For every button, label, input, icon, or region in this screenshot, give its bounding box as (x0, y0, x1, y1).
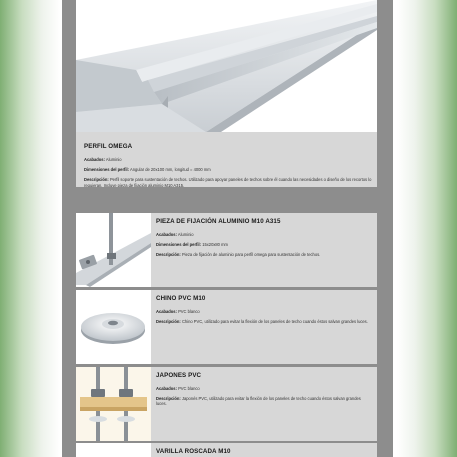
desc-value: Perfil soporte para sustentación de techos. Utilizado para apoyar paneles de techos sobre él cuando las necesidades o diseño de los recortos lo requieran. Incluye pieza de fijación aluminio M10 A315. (84, 177, 372, 187)
desc-line (84, 177, 374, 187)
dims-value: 15x20x80 mm (202, 242, 228, 248)
product-text (156, 295, 372, 329)
dims-line (84, 167, 374, 172)
product-text (156, 218, 372, 263)
finish-label: Acabados: (84, 157, 105, 162)
product-card-chino-pvc (76, 290, 377, 364)
desc-label: Descripción: (156, 396, 181, 402)
omega-profile-icon (76, 0, 377, 132)
desc-line (156, 319, 372, 324)
pvc-japones-icon (76, 367, 151, 441)
desc-label: Descripción: (84, 177, 109, 183)
product-text (156, 372, 372, 412)
finish-line (156, 232, 372, 237)
product-image (76, 213, 151, 287)
finish-line (156, 309, 372, 314)
product-image (76, 290, 151, 364)
finish-line (156, 386, 372, 391)
product-card-pieza-fijacion (76, 213, 377, 287)
dims-label: Dimensiones del perfil: (156, 242, 202, 248)
desc-value: Japonés PVC, utilizado para evitar la flexión de los paneles de techo cuando éstos salvan grandes luces. (156, 396, 361, 407)
finish-label: Acabados: (156, 232, 177, 237)
product-title: VARILLA ROSCADA M10 (156, 448, 231, 455)
fixing-piece-icon (76, 213, 151, 287)
product-image (76, 367, 151, 441)
finish-label: Acabados: (156, 309, 177, 314)
product-text (156, 448, 372, 457)
dims-value: Angular de 20x100 mm, longitud = 4000 mm (129, 167, 211, 173)
dims-line (156, 242, 372, 247)
finish-value: Aluminio (105, 157, 122, 162)
product-title: PERFIL OMEGA (84, 143, 133, 150)
product-card-varilla-roscada (76, 443, 377, 457)
desc-value: Pieza de fijación de aluminio para perfil omega para sustentación de techos. (181, 252, 321, 258)
product-card-japones-pvc (76, 367, 377, 441)
finish-value: Aluminio (177, 232, 194, 237)
desc-label: Descripción: (156, 319, 181, 325)
product-card-perfil-omega (76, 0, 377, 187)
product-title: PIEZA DE FIJACIÓN ALUMINIO M10 A315 (156, 218, 281, 225)
finish-value: PVC blanco (178, 309, 200, 314)
product-image (76, 443, 151, 457)
product-image (76, 0, 377, 132)
finish-value: PVC blanco (178, 386, 200, 391)
dims-label: Dimensiones del perfil: (84, 167, 130, 173)
catalog-column (62, 0, 393, 457)
finish-label: Acabados: (156, 386, 177, 391)
desc-line (156, 252, 372, 257)
desc-value: Chino PVC, utilizado para evitar la flexión de los paneles de techo cuando éstos salvan grandes luces. (181, 319, 368, 325)
desc-line (156, 396, 372, 406)
desc-label: Descripción: (156, 252, 181, 258)
product-text (84, 143, 374, 187)
finish-line (84, 157, 374, 162)
pvc-washer-icon (76, 290, 151, 364)
product-title: CHINO PVC M10 (156, 295, 206, 302)
product-title: JAPONES PVC (156, 372, 202, 379)
